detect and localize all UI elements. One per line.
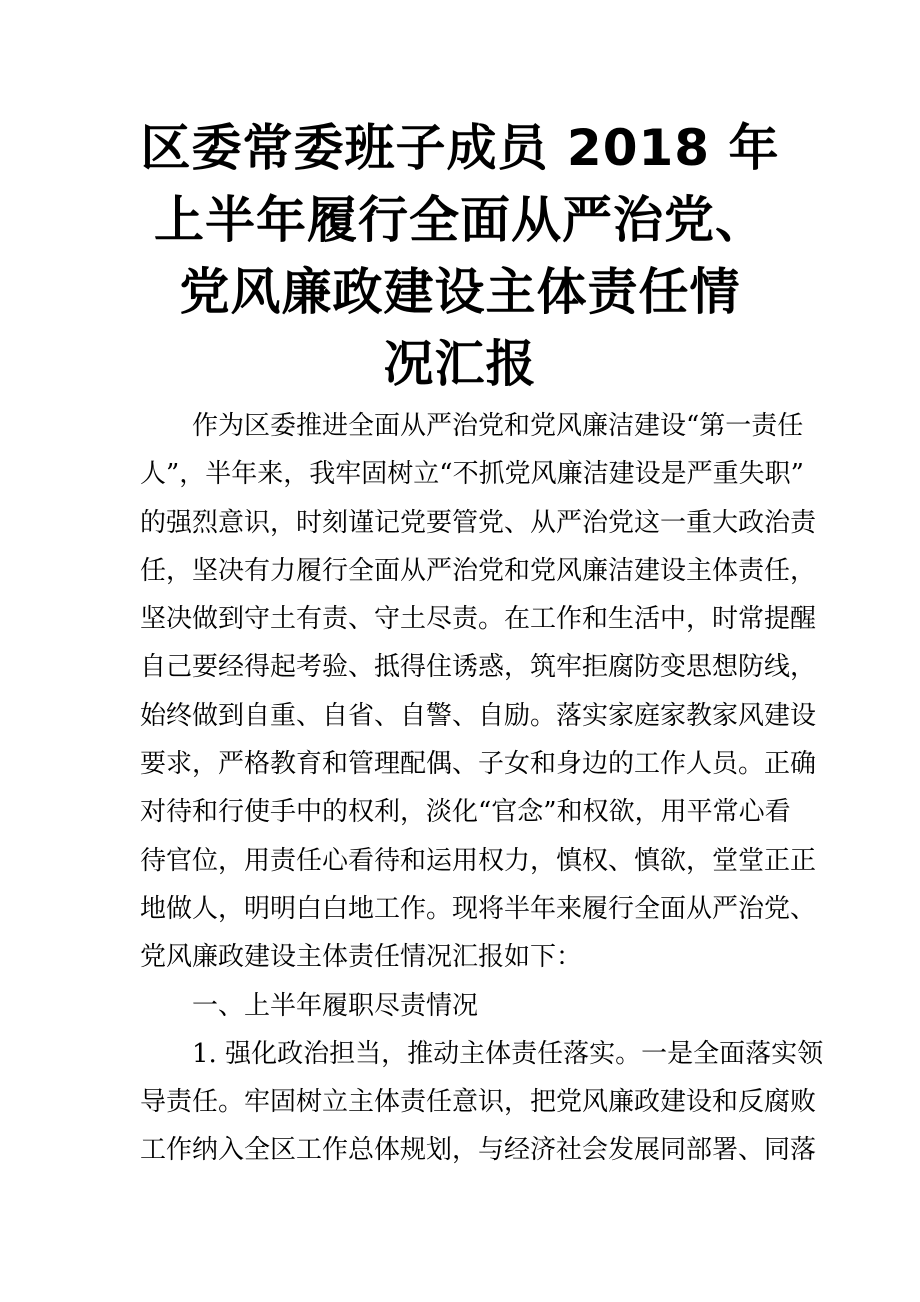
- document-title: [120, 112, 800, 400]
- title-line: 况汇报: [383, 335, 537, 393]
- paragraph-section-line: 工作纳入全区工作总体规划，与经济社会发展同部署、同落: [140, 1135, 817, 1166]
- paragraph-intro-line: 待官位，用责任心看待和运用权力，慎权、慎欲，堂堂正正: [140, 845, 817, 876]
- paragraph-intro-line: 要求，严格教育和管理配偶、子女和身边的工作人员。正确: [140, 749, 817, 780]
- paragraph-intro-line: 作为区委推进全面从严治党和党风廉洁建设“第一责任: [192, 411, 804, 441]
- title-line: 上半年履行全面从严治党、: [154, 191, 766, 249]
- document-body: [140, 402, 824, 1175]
- paragraph-section-line: 1. 强化政治担当，推动主体责任落实。一是全面落实领: [192, 1038, 824, 1069]
- section-heading: 一、上半年履职尽责情况: [192, 990, 479, 1021]
- paragraph-intro-line: 坚决做到守土有责、守土尽责。在工作和生活中，时常提醒: [140, 604, 817, 635]
- paragraph-intro-line: 地做人，明明白白地工作。现将半年来履行全面从严治党、: [140, 893, 817, 924]
- paragraph-intro-line: 的强烈意识，时刻谨记党要管党、从严治党这一重大政治责: [140, 507, 817, 538]
- paragraph-section-line: 导责任。牢固树立主体责任意识，把党风廉政建设和反腐败: [140, 1087, 817, 1118]
- paragraph-intro-line: 对待和行使手中的权利，淡化“官念”和权欲，用平常心看: [140, 797, 791, 828]
- title-line: 区委常委班子成员 2018 年: [140, 119, 780, 177]
- paragraph-intro-line: 人”，半年来，我牢固树立“不抓党风廉洁建设是严重失职”: [140, 459, 804, 490]
- paragraph-intro-line: 始终做到自重、自省、自警、自励。落实家庭家教家风建设: [140, 700, 817, 731]
- paragraph-intro-line: 党风廉政建设主体责任情况汇报如下：: [140, 942, 583, 973]
- title-line: 党风廉政建设主体责任情: [179, 263, 741, 321]
- paragraph-intro-line: 任，坚决有力履行全面从严治党和党风廉洁建设主体责任，: [140, 555, 817, 586]
- paragraph-intro-line: 自己要经得起考验、抵得住诱惑，筑牢拒腐防变思想防线，: [140, 652, 817, 683]
